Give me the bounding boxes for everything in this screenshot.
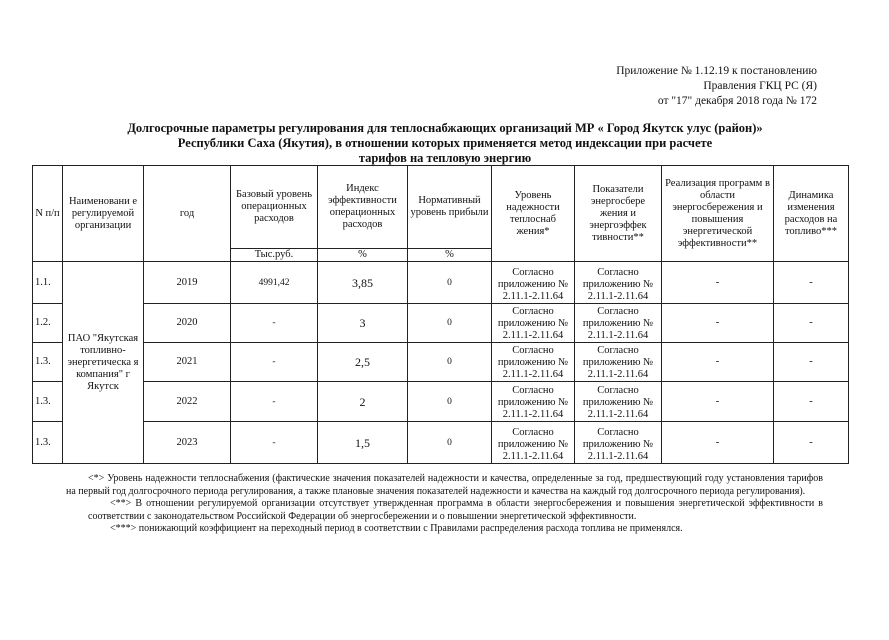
cell-profit: 0	[408, 422, 492, 464]
table-row	[33, 422, 849, 464]
cell-profit: 0	[408, 304, 492, 343]
cell-year: 2019	[144, 262, 231, 304]
document-title	[60, 121, 830, 166]
cell-n: 1.2.	[33, 304, 63, 343]
cell-program: -	[662, 422, 774, 464]
cell-fuel: -	[774, 382, 849, 422]
cell-profit: 0	[408, 343, 492, 382]
cell-n: 1.3.	[33, 343, 63, 382]
cell-year: 2020	[144, 304, 231, 343]
cell-fuel: -	[774, 343, 849, 382]
cell-energy: Согласно приложению № 2.11.1-2.11.64	[575, 422, 662, 464]
appendix-reference	[616, 64, 817, 109]
table-row	[33, 382, 849, 422]
appendix-line: от "17" декабря 2018 года № 172	[657, 95, 817, 107]
cell-fuel: -	[774, 262, 849, 304]
title-line: тарифов на тепловую энергию	[358, 151, 532, 165]
table-row	[33, 304, 849, 343]
cell-index: 3	[318, 304, 408, 343]
cell-profit: 0	[408, 262, 492, 304]
parameters-table	[32, 165, 849, 464]
cell-program: -	[662, 262, 774, 304]
footnote: <**> В отношении регулируемой организации отсутствует утвержденная программа в области энергосбережения и повышения энергетической эффективности в соответствии с законодательством Российской Федерации об энергосбережении и о повышении энергетической эффективности.	[88, 498, 823, 522]
header-row	[33, 166, 849, 249]
cell-energy: Согласно приложению № 2.11.1-2.11.64	[575, 343, 662, 382]
cell-reliability: Согласно приложению № 2.11.1-2.11.64	[492, 343, 575, 382]
cell-energy: Согласно приложению № 2.11.1-2.11.64	[575, 304, 662, 343]
appendix-line: Приложение № 1.12.19 к постановлению	[616, 65, 817, 77]
title-line: Республики Саха (Якутия), в отношении которых применяется метод индексации при расчете	[177, 136, 713, 150]
cell-reliability: Согласно приложению № 2.11.1-2.11.64	[492, 304, 575, 343]
column-header: Базовый уровень операционных расходов	[231, 166, 318, 249]
cell-reliability: Согласно приложению № 2.11.1-2.11.64	[492, 422, 575, 464]
footnotes	[66, 473, 823, 536]
cell-year: 2022	[144, 382, 231, 422]
cell-reliability: Согласно приложению № 2.11.1-2.11.64	[492, 262, 575, 304]
column-header: Реализация программ в области энергосбережения и повышения энергетической эффективности**	[662, 166, 774, 262]
cell-year: 2023	[144, 422, 231, 464]
cell-reliability: Согласно приложению № 2.11.1-2.11.64	[492, 382, 575, 422]
cell-base: 4991,42	[231, 262, 318, 304]
column-header: Динамика изменения расходов на топливо***	[774, 166, 849, 262]
title-line: Долгосрочные параметры регулирования для теплоснабжающих организаций МР « Город Якутск улус (район)»	[127, 121, 763, 135]
column-header: Наименовани е регулируемой организации	[63, 166, 144, 262]
cell-n: 1.1.	[33, 262, 63, 304]
unit-cell: %	[318, 249, 408, 262]
cell-program: -	[662, 382, 774, 422]
organization-name: ПАО "Якутская топливно-энергетическа я компания" г Якутск	[63, 262, 144, 464]
column-header: Показатели энергосбере жения и энергоэффек тивности**	[575, 166, 662, 262]
cell-index: 1,5	[318, 422, 408, 464]
cell-year: 2021	[144, 343, 231, 382]
cell-energy: Согласно приложению № 2.11.1-2.11.64	[575, 262, 662, 304]
cell-energy: Согласно приложению № 2.11.1-2.11.64	[575, 382, 662, 422]
cell-n: 1.3.	[33, 382, 63, 422]
cell-base: -	[231, 343, 318, 382]
cell-index: 2,5	[318, 343, 408, 382]
column-header: Индекс эффективности операционных расходов	[318, 166, 408, 249]
cell-base: -	[231, 382, 318, 422]
cell-index: 2	[318, 382, 408, 422]
cell-n: 1.3.	[33, 422, 63, 464]
appendix-line: Правления ГКЦ РС (Я)	[703, 80, 817, 92]
cell-fuel: -	[774, 304, 849, 343]
column-header: год	[144, 166, 231, 262]
table-row	[33, 262, 849, 304]
cell-program: -	[662, 343, 774, 382]
footnote: <*> Уровень надежности теплоснабжения (фактические значения показателей надежности и качества, определенные за год, предшествующий году установления тарифов на первый год долгосрочного периода регулирования, а также плановые значения показателей надежности и качества на каждый год долгосрочного периода регулирования).	[66, 473, 823, 497]
column-header: Уровень надежности теплоснаб жения*	[492, 166, 575, 262]
column-header: Нормативный уровень прибыли	[408, 166, 492, 249]
footnote: <***> понижающий коэффициент на переходный период в соответствии с Правилами распределения расхода топлива не применялся.	[110, 523, 683, 534]
cell-base: -	[231, 422, 318, 464]
column-header: N п/п	[33, 166, 63, 262]
cell-index: 3,85	[318, 262, 408, 304]
cell-fuel: -	[774, 422, 849, 464]
cell-base: -	[231, 304, 318, 343]
table-row	[33, 343, 849, 382]
unit-cell: %	[408, 249, 492, 262]
cell-program: -	[662, 304, 774, 343]
unit-cell: Тыс.руб.	[231, 249, 318, 262]
cell-profit: 0	[408, 382, 492, 422]
